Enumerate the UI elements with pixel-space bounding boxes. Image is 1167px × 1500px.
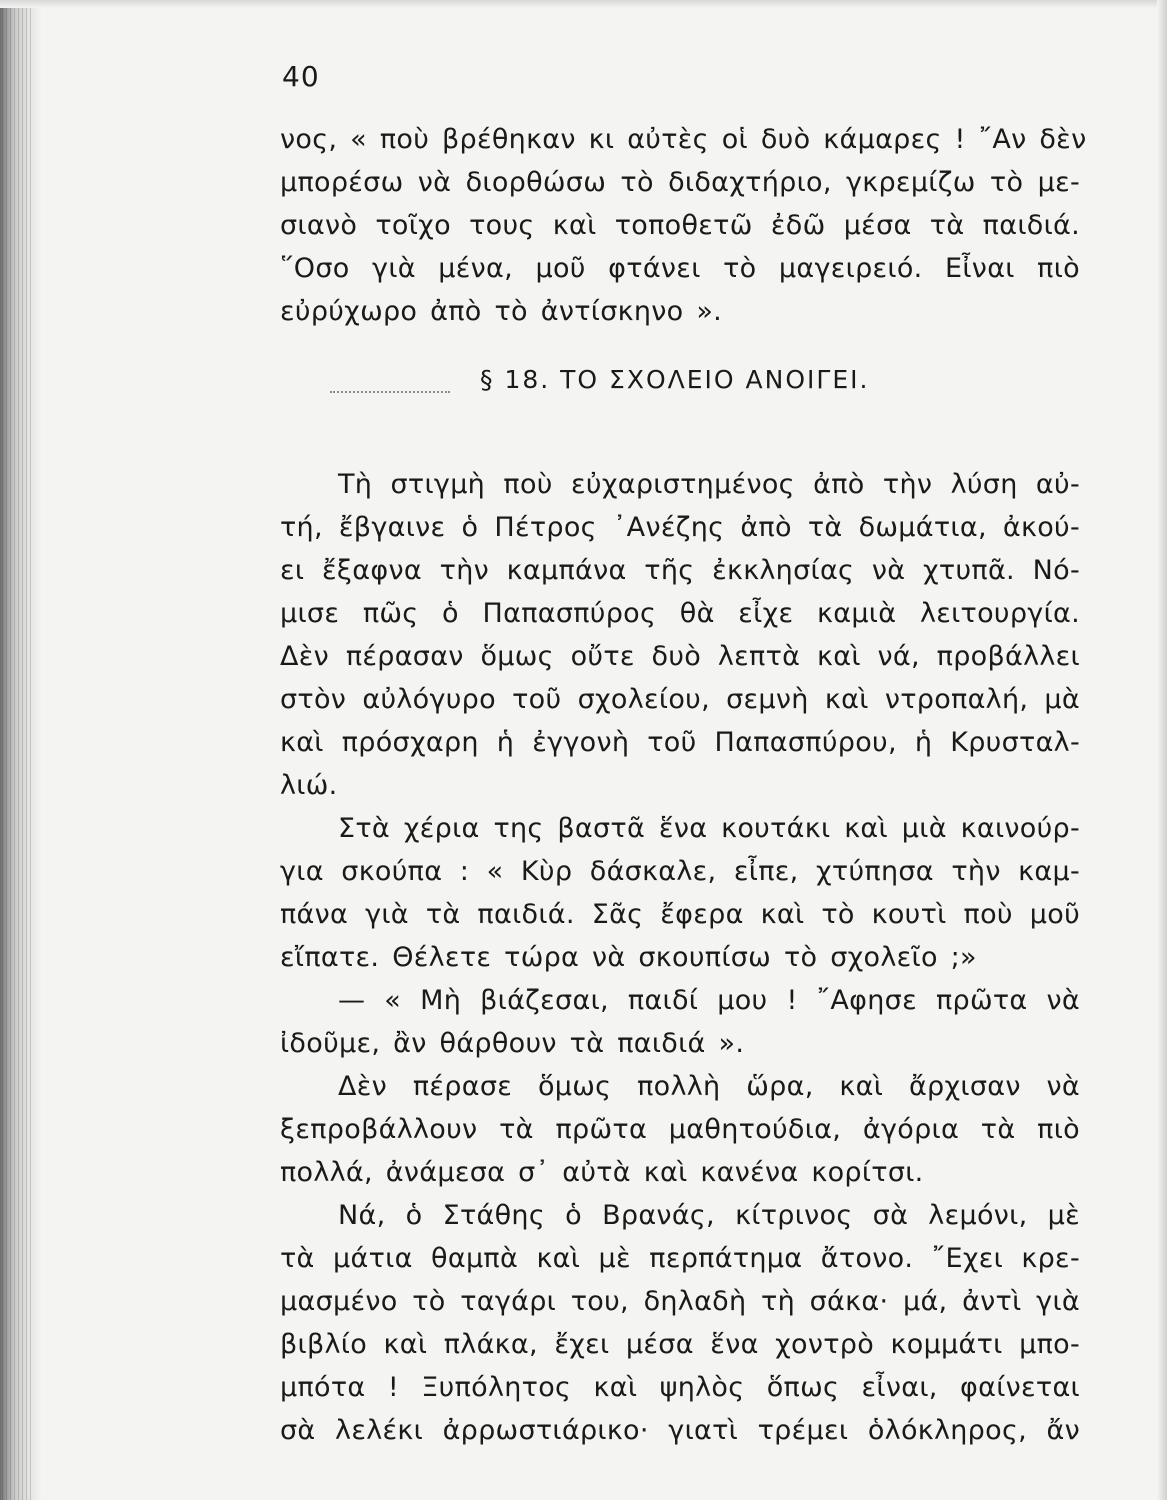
page-number: 40 (282, 60, 320, 93)
heading-divider (330, 391, 450, 393)
text-line: νος, « ποὺ βρέθηκαν κι αὐτὲς οἱ δυὸ κάμαρες ! ῎Αν δὲν (280, 124, 1087, 155)
paragraph-4 (280, 1065, 1080, 1194)
section-heading: § 18. ΤΟ ΣΧΟΛΕΙΟ ΑΝΟΙΓΕΙ. (480, 365, 870, 394)
text-line: ει ἔξαφνα τὴν καμπάνα τῆς ἐκκλησίας νὰ χτυπᾶ. Νό- (280, 555, 1080, 586)
text-line: Στὰ χέρια της βαστᾶ ἕνα κουτάκι καὶ μιὰ καινούρ- (338, 813, 1080, 844)
text-line: Νά, ὁ Στάθης ὁ Βρανάς, κίτρινος σὰ λεμόνι, μὲ (338, 1200, 1080, 1231)
text-line: λιώ. (280, 770, 338, 801)
text-line: μπότα ! Ξυπόλητος καὶ ψηλὸς ὅπως εἶναι, φαίνεται (280, 1372, 1080, 1403)
text-line: ἰδοῦμε, ἂν θάρθουν τὰ παιδιά ». (280, 1028, 745, 1059)
right-page-edge (1157, 0, 1167, 1500)
text-line: για σκούπα : « Κὺρ δάσκαλε, εἶπε, χτύπησα τὴν καμ- (280, 856, 1080, 887)
section-heading-block (280, 333, 1080, 463)
page-body (280, 118, 1087, 1452)
paragraph-1 (280, 463, 1080, 807)
paragraph-5 (280, 1194, 1080, 1452)
text-line: ξεπροβάλλουν τὰ πρῶτα μαθητούδια, ἀγόρια τὰ πιὸ (280, 1114, 1080, 1145)
text-line: καὶ πρόσχαρη ἡ ἐγγονὴ τοῦ Παπασπύρου, ἡ Κρυσταλ- (280, 727, 1080, 758)
text-line: Τὴ στιγμὴ ποὺ εὐχαριστημένος ἀπὸ τὴν λύση αὐ- (338, 469, 1080, 500)
opening-paragraph (280, 118, 1087, 333)
page-edge-lines (2, 0, 32, 1500)
text-line: στὸν αὐλόγυρο τοῦ σχολείου, σεμνὴ καὶ ντροπαλή, μὰ (280, 684, 1080, 715)
text-line: μπορέσω νὰ διορθώσω τὸ διδαχτήριο, γκρεμίζω τὸ με- (280, 167, 1080, 198)
text-line: — « Μὴ βιάζεσαι, παιδί μου ! ῎Αφησε πρῶτα νὰ (338, 985, 1080, 1016)
paragraph-3 (280, 979, 1080, 1065)
text-line: Δὲν πέρασαν ὅμως οὔτε δυὸ λεπτὰ καὶ νά, προβάλλει (280, 641, 1080, 672)
text-line: πάνα γιὰ τὰ παιδιά. Σᾶς ἔφερα καὶ τὸ κουτὶ ποὺ μοῦ (280, 899, 1080, 930)
text-line: ῞Οσο γιὰ μένα, μοῦ φτάνει τὸ μαγειρειό. Εἶναι πιὸ (280, 253, 1080, 284)
paragraph-2 (280, 807, 1080, 979)
text-line: σιανὸ τοῖχο τους καὶ τοποθετῶ ἐδῶ μέσα τὰ παιδιά. (280, 210, 1080, 241)
text-line: μασμένο τὸ ταγάρι του, δηλαδὴ τὴ σάκα· μά, ἀντὶ γιὰ (280, 1286, 1080, 1317)
text-line: βιβλίο καὶ πλάκα, ἔχει μέσα ἕνα χοντρὸ κομμάτι μπο- (280, 1329, 1080, 1360)
top-page-edge (0, 0, 1167, 8)
text-line: εὐρύχωρο ἀπὸ τὸ ἀντίσκηνο ». (280, 296, 723, 327)
text-line: εἴπατε. Θέλετε τώρα νὰ σκουπίσω τὸ σχολεῖο ;» (280, 942, 977, 973)
text-line: Δὲν πέρασε ὅμως πολλὴ ὥρα, καὶ ἄρχισαν νὰ (338, 1071, 1080, 1102)
text-line: τή, ἔβγαινε ὁ Πέτρος ᾿Ανέζης ἀπὸ τὰ δωμάτια, ἀκού- (280, 512, 1080, 543)
text-line: πολλά, ἀνάμεσα σ᾿ αὐτὰ καὶ κανένα κορίτσι. (280, 1157, 924, 1188)
text-line: τὰ μάτια θαμπὰ καὶ μὲ περπάτημα ἄτονο. ῎Εχει κρε- (280, 1243, 1080, 1274)
text-line: μισε πῶς ὁ Παπασπύρος θὰ εἶχε καμιὰ λειτουργία. (280, 598, 1080, 629)
text-line: σὰ λελέκι ἀρρωστιάρικο· γιατὶ τρέμει ὁλόκληρος, ἄν (280, 1415, 1080, 1446)
